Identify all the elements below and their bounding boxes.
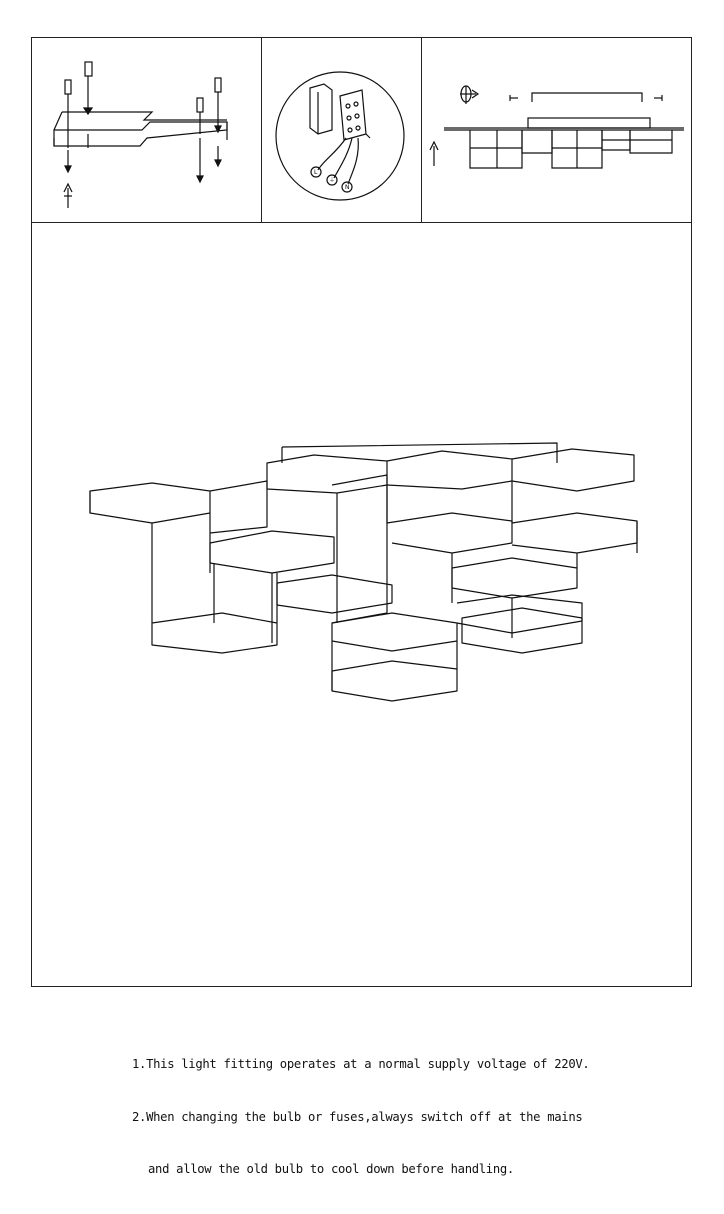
panel-fixing bbox=[422, 38, 691, 223]
mounting-bracket-illustration bbox=[32, 38, 262, 223]
note-2: 2.When changing the bulb or fuses,always switch off at the mains bbox=[132, 1109, 583, 1124]
panel-mounting-bracket bbox=[32, 38, 262, 223]
instruction-sheet bbox=[31, 37, 692, 1176]
wiring-illustration bbox=[262, 38, 422, 223]
panel-wiring bbox=[262, 38, 422, 223]
neutral-label: N bbox=[345, 184, 350, 191]
live-label: L bbox=[314, 169, 318, 176]
note-2-continued: and allow the old bulb to cool down before handling. bbox=[148, 1162, 514, 1176]
earth-label: ⏚ bbox=[329, 177, 336, 184]
panel-fixture-overview bbox=[32, 223, 691, 1176]
note-1: 1.This light fitting operates at a normal supply voltage of 220V. bbox=[132, 1057, 590, 1071]
safety-notes bbox=[132, 1021, 589, 1214]
hexagon-fixture-illustration bbox=[32, 223, 691, 986]
fixing-illustration bbox=[422, 38, 691, 223]
